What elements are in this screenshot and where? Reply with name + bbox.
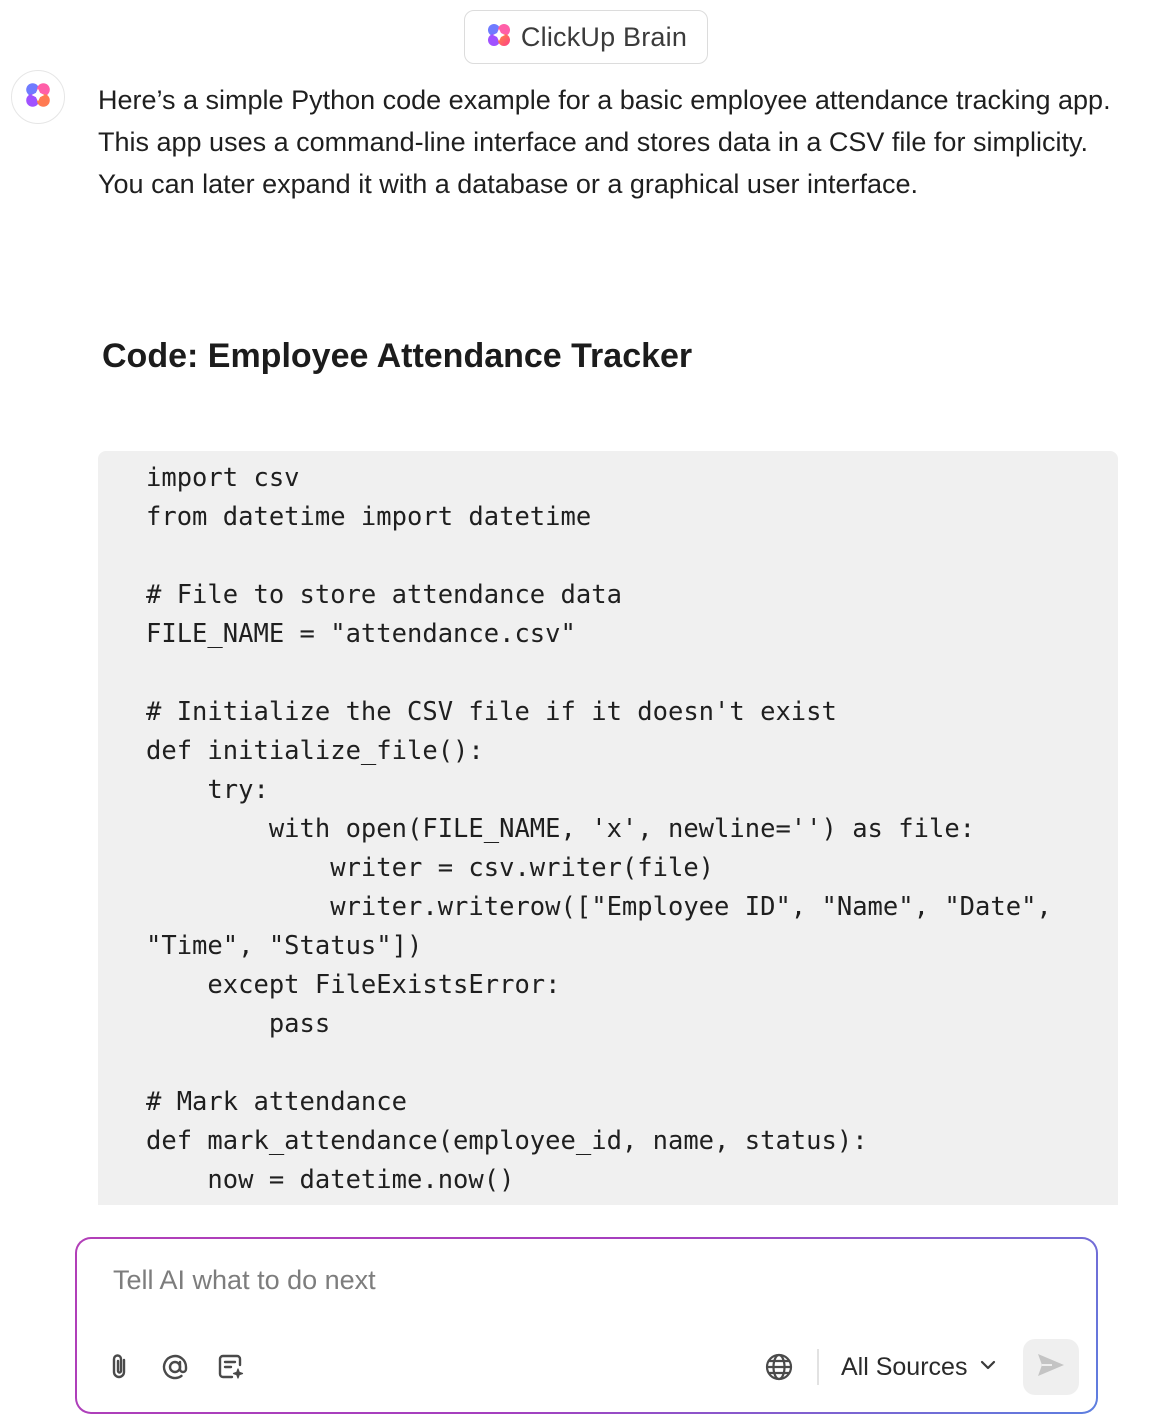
code-content: import csv from datetime import datetime # File to store attendance data FILE_NAME = "attendance.csv" # Initialize the CSV file if it doesn't exist def initialize_file(): try: with open(FILE_NAME, 'x', newline='') as file: writer = csv.writer(file) writer.writerow(["Employee ID", "Name", "Date", "Time", "Status"]) except FileExistsError: pass # Mark attendance def mark_attendance(employee_id, name, status): now = datetime.now(): [146, 463, 1052, 1195]
toolbar-divider: [817, 1349, 819, 1385]
composer-body: [77, 1239, 1096, 1412]
ai-composer: [75, 1237, 1098, 1414]
send-button[interactable]: [1023, 1339, 1079, 1395]
code-block[interactable]: [98, 451, 1118, 1205]
prompt-input[interactable]: [113, 1265, 1013, 1296]
clickup-brain-logo-icon: [485, 21, 513, 54]
clickup-brain-badge[interactable]: [464, 10, 708, 64]
code-section-heading: Code: Employee Attendance Tracker: [102, 337, 693, 375]
chevron-down-icon: [979, 1358, 997, 1376]
sources-dropdown[interactable]: [841, 1347, 997, 1387]
at-sign-icon[interactable]: [159, 1351, 191, 1383]
clickup-brain-logo-icon: [23, 80, 53, 115]
globe-icon[interactable]: [763, 1351, 795, 1383]
ai-response-intro: Here’s a simple Python code example for a basic employee attendance tracking app. This app uses a command-line interface and stores data in a CSV file for simplicity. You can later expand it with a database or a graphical user interface.: [98, 85, 1111, 199]
send-icon: [1036, 1352, 1066, 1383]
clickup-brain-title: ClickUp Brain: [520, 21, 688, 52]
ai-avatar: [11, 70, 65, 124]
paperclip-icon[interactable]: [104, 1351, 136, 1383]
ai-note-icon[interactable]: [215, 1351, 247, 1383]
sources-dropdown-label: All Sources: [841, 1352, 968, 1381]
